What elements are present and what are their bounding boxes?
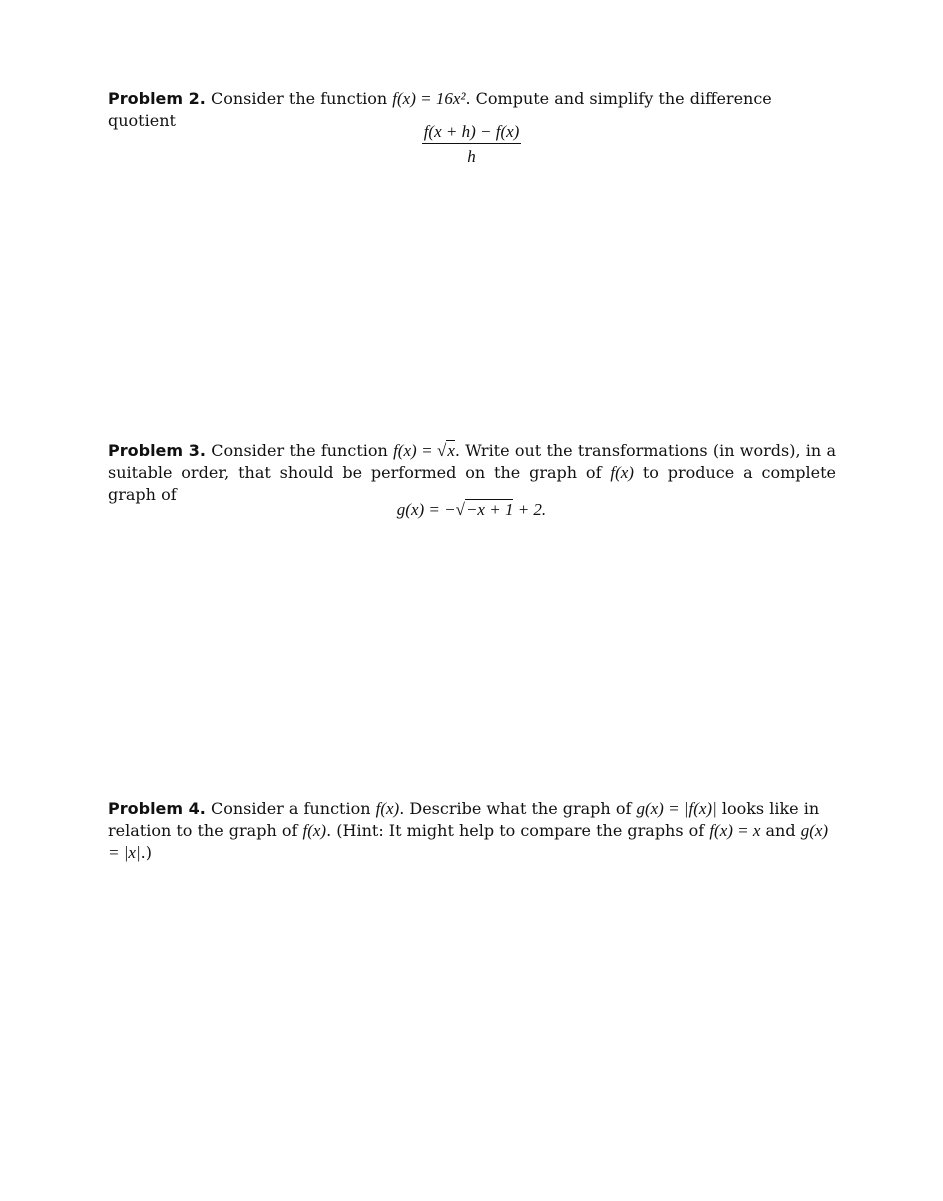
problem-3-text-1: Consider the function	[211, 441, 388, 460]
equation-right: + 2.	[517, 500, 547, 519]
problem-2-text-1: Consider the function	[210, 89, 388, 108]
problem-4-text-6: .)	[140, 843, 152, 862]
difference-quotient-fraction	[422, 122, 522, 167]
problem-4-heading: Problem 4.	[108, 799, 206, 818]
problem-4-f-equals-x: f(x) = x	[709, 821, 761, 840]
problem-4-g-abs: g(x) = |f(x)|	[636, 799, 717, 818]
problem-3-heading: Problem 3.	[108, 441, 207, 460]
problem-4-text-1: Consider a function	[210, 799, 371, 818]
problem-3-text-3: to produce a complete graph of	[108, 463, 837, 504]
sqrt-x: √x	[436, 441, 455, 460]
problem-4-text-2: . Describe what the graph of	[399, 799, 632, 818]
fraction-numerator: f(x + h) − f(x)	[422, 122, 522, 144]
problem-2-text-2: . Compute and simplify the difference quotient	[108, 89, 772, 130]
problem-4-text-4: . (Hint: It might help to compare the graphs of	[326, 821, 705, 840]
problem-4-text-5: and	[765, 821, 796, 840]
problem-4-g-equals-abs-x: g(x) = |x|	[108, 821, 829, 862]
problem-4-fx: f(x)	[375, 799, 400, 818]
equation-left: g(x) = −	[396, 500, 456, 519]
problem-3-fx: f(x)	[610, 463, 634, 482]
problem-3-function: f(x) = √x	[393, 441, 455, 460]
difference-quotient-display	[0, 122, 943, 167]
fraction-denominator: h	[467, 147, 476, 166]
problem-4-statement	[108, 798, 836, 864]
problem-4-text-3: looks like in relation to the graph of	[108, 799, 820, 840]
sqrt-expression: √−x + 1	[455, 500, 514, 519]
problem-3-statement	[108, 440, 836, 506]
problem-2-function: f(x) = 16x²	[392, 89, 466, 108]
problem-4-fx-2: f(x)	[302, 821, 327, 840]
problem-2-heading: Problem 2.	[108, 89, 206, 108]
problem-3-text-2: . Write out the transformations (in words), in a suitable order, that should be performed on the graph of	[108, 441, 837, 482]
transformation-equation	[0, 500, 943, 520]
